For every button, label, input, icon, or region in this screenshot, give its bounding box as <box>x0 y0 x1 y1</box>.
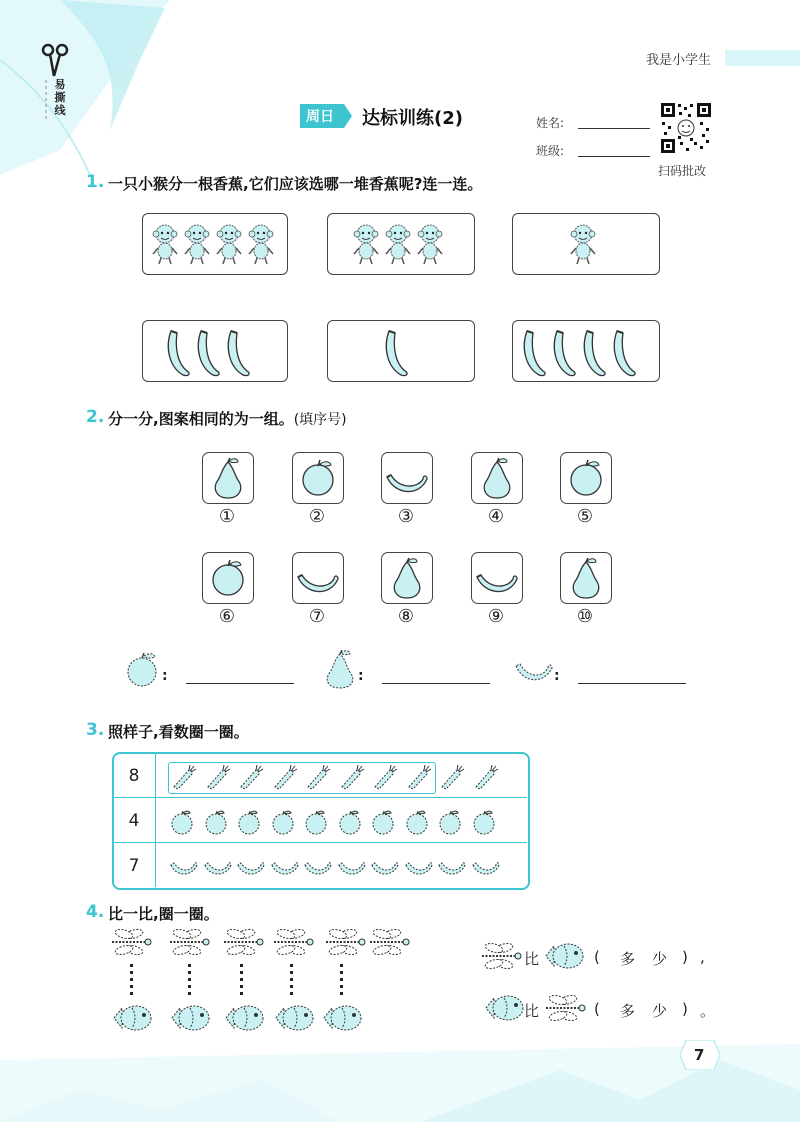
banana-icon <box>382 453 432 503</box>
monkey-group-b[interactable] <box>327 213 475 275</box>
pear-icon <box>472 453 522 503</box>
banana-group-c-icons <box>513 321 659 381</box>
q4-text: 比一比,圈一圈。 <box>108 905 219 923</box>
monkey-group-a[interactable] <box>142 213 288 275</box>
fish-icon <box>168 1000 212 1036</box>
banana-icon[interactable] <box>470 853 500 883</box>
page-number: 7 <box>694 1046 705 1064</box>
compare-dragonfly-icon-1 <box>476 940 522 974</box>
monkey-group-a-icons <box>143 214 287 274</box>
paren-close-2: ) <box>682 1000 688 1018</box>
banana-icon[interactable] <box>202 853 232 883</box>
apple-icon <box>293 453 343 503</box>
answer-pear-icon <box>318 648 362 690</box>
banana-group-b[interactable] <box>327 320 475 382</box>
paren-open-2: ( <box>594 1000 600 1018</box>
banana-icon[interactable] <box>336 853 366 883</box>
apple-icon[interactable] <box>436 808 466 838</box>
answer-colon-3: : <box>554 668 560 684</box>
apple-icon[interactable] <box>369 808 399 838</box>
fruit-card[interactable] <box>381 552 433 604</box>
pear-icon <box>382 553 432 603</box>
dragonfly-icon <box>218 926 264 960</box>
option-less-1[interactable]: 少 <box>652 950 668 968</box>
match-dotted-line <box>340 964 343 998</box>
banana-group-a[interactable] <box>142 320 288 382</box>
q2-text <box>108 408 347 429</box>
name-field[interactable] <box>578 114 650 129</box>
banana-icon[interactable] <box>235 853 265 883</box>
compare-dragonfly-icon-2 <box>540 992 586 1026</box>
count-label-carrots: 8 <box>128 766 140 786</box>
match-dotted-line <box>290 964 293 998</box>
match-dotted-line <box>130 964 133 998</box>
name-label: 姓名: <box>536 116 565 130</box>
answer-colon-1: : <box>162 668 168 684</box>
compare-2-bi: 比 <box>524 1002 540 1020</box>
compare-end-1: , <box>700 948 705 966</box>
fruit-number-label: ⑩ <box>576 606 594 627</box>
dragonfly-icon <box>106 926 152 960</box>
apple-icon[interactable] <box>470 808 500 838</box>
table-column-divider <box>155 753 156 887</box>
page-title: 达标训练(2) <box>362 108 463 129</box>
q3-text: 照样子,看数圈一圈。 <box>108 723 249 741</box>
monkey-group-c-icons <box>513 214 659 274</box>
banana-icon[interactable] <box>302 853 332 883</box>
corner-decoration <box>0 0 200 180</box>
banana-group-b-icons <box>328 321 474 381</box>
fruit-card[interactable] <box>202 452 254 504</box>
answer-apple-icon <box>120 650 164 690</box>
carrot-icon[interactable] <box>403 763 433 793</box>
q2-note: (填序号) <box>293 412 347 428</box>
fruit-card[interactable] <box>292 552 344 604</box>
answer-field-apple[interactable] <box>186 682 294 684</box>
q1-number: 1. <box>86 172 105 192</box>
class-label: 班级: <box>536 144 565 158</box>
fruit-number-label: ① <box>218 506 236 527</box>
option-more-2[interactable]: 多 <box>620 1002 636 1020</box>
answer-field-pear[interactable] <box>382 682 490 684</box>
fruit-card[interactable] <box>471 452 523 504</box>
monkey-group-c[interactable] <box>512 213 660 275</box>
pear-icon <box>561 553 611 603</box>
compare-end-2: 。 <box>700 1002 716 1020</box>
carrot-icon[interactable] <box>436 763 466 793</box>
fish-icon <box>272 1000 316 1036</box>
carrot-icon[interactable] <box>269 763 299 793</box>
day-badge-label: 周日 <box>306 109 334 125</box>
series-tag <box>620 46 800 68</box>
fish-icon <box>222 1000 266 1036</box>
fruit-number-label: ④ <box>487 506 505 527</box>
carrot-icon[interactable] <box>202 763 232 793</box>
match-dotted-line <box>188 964 191 998</box>
count-label-apples: 4 <box>128 811 140 831</box>
carrot-icon[interactable] <box>336 763 366 793</box>
apple-icon[interactable] <box>302 808 332 838</box>
banana-icon <box>472 553 522 603</box>
paren-open-1: ( <box>594 948 600 966</box>
fruit-number-label: ⑤ <box>576 506 594 527</box>
fruit-number-label: ⑥ <box>218 606 236 627</box>
q3-number: 3. <box>86 720 105 740</box>
apple-icon[interactable] <box>336 808 366 838</box>
banana-icon[interactable] <box>436 853 466 883</box>
banana-group-c[interactable] <box>512 320 660 382</box>
banana-icon[interactable] <box>168 853 198 883</box>
carrot-icon[interactable] <box>470 763 500 793</box>
apple-icon <box>203 553 253 603</box>
fruit-number-label: ② <box>308 506 326 527</box>
fruit-card[interactable] <box>292 452 344 504</box>
compare-1-bi: 比 <box>524 950 540 968</box>
dragonfly-icon <box>364 926 410 960</box>
banana-icon <box>293 553 343 603</box>
table-divider <box>113 842 527 843</box>
brand-label: 易撕线 <box>54 78 66 117</box>
pear-icon <box>203 453 253 503</box>
q2-instruction: 分一分,图案相同的为一组。 <box>108 410 294 428</box>
class-field[interactable] <box>578 142 650 157</box>
banana-icon[interactable] <box>403 853 433 883</box>
compare-fish-icon-1 <box>542 938 586 974</box>
banana-icon[interactable] <box>269 853 299 883</box>
fruit-number-label: ③ <box>397 506 415 527</box>
compare-fish-icon-2 <box>482 990 526 1026</box>
carrot-icon[interactable] <box>235 763 265 793</box>
qr-caption: 扫码批改 <box>658 164 707 178</box>
banana-group-a-icons <box>143 321 287 381</box>
series-label: 我是小学生 <box>646 53 712 68</box>
dragonfly-icon <box>268 926 314 960</box>
banana-icon[interactable] <box>369 853 399 883</box>
fruit-card[interactable] <box>381 452 433 504</box>
apple-icon[interactable] <box>403 808 433 838</box>
q4-number: 4. <box>86 902 105 922</box>
apple-icon[interactable] <box>168 808 198 838</box>
table-divider <box>113 797 527 798</box>
qr-code-icon[interactable] <box>660 102 712 154</box>
answer-field-banana[interactable] <box>578 682 686 684</box>
dragonfly-icon <box>164 926 210 960</box>
carrot-icon[interactable] <box>302 763 332 793</box>
fruit-number-label: ⑧ <box>397 606 415 627</box>
dragonfly-icon <box>320 926 366 960</box>
option-less-2[interactable]: 少 <box>652 1002 668 1020</box>
count-label-bananas: 7 <box>128 856 140 876</box>
fruit-card[interactable] <box>560 552 612 604</box>
apple-icon <box>561 453 611 503</box>
q2-number: 2. <box>86 407 105 427</box>
answer-banana-icon <box>512 658 556 688</box>
apple-icon[interactable] <box>235 808 265 838</box>
answer-colon-2: : <box>358 668 364 684</box>
fruit-number-label: ⑦ <box>308 606 326 627</box>
fish-icon <box>320 1000 364 1036</box>
apple-icon[interactable] <box>202 808 232 838</box>
paren-close-1: ) <box>682 948 688 966</box>
apple-icon[interactable] <box>269 808 299 838</box>
q1-text: 一只小猴分一根香蕉,它们应该选哪一堆香蕉呢?连一连。 <box>108 175 483 193</box>
fish-icon <box>110 1000 154 1036</box>
carrot-icon[interactable] <box>369 763 399 793</box>
fruit-number-label: ⑨ <box>487 606 505 627</box>
monkey-group-b-icons <box>328 214 474 274</box>
fruit-card[interactable] <box>471 552 523 604</box>
option-more-1[interactable]: 多 <box>620 950 636 968</box>
fruit-card[interactable] <box>560 452 612 504</box>
fruit-card[interactable] <box>202 552 254 604</box>
carrot-icon[interactable] <box>168 763 198 793</box>
match-dotted-line <box>240 964 243 998</box>
